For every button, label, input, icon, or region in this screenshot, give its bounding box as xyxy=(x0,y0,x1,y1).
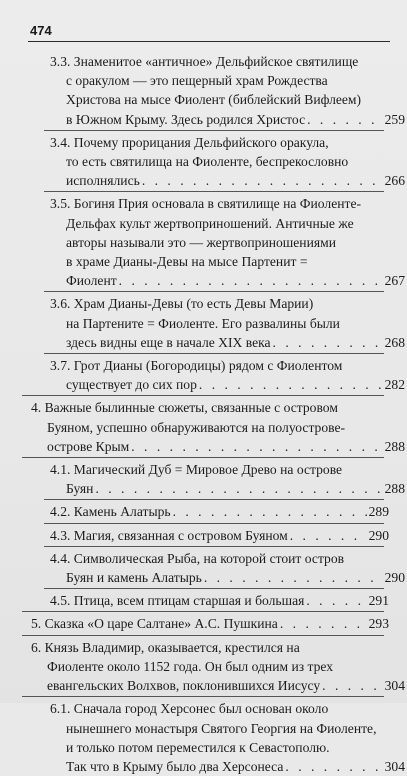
toc-entry-title-continued: в Южном Крыму. Здесь родился Христос xyxy=(66,111,306,127)
entry-divider xyxy=(44,130,384,131)
toc-entry-title-continued: в храме Дианы-Девы на мысе Партенит = xyxy=(66,254,308,270)
toc-entry-title: 4. Важные былинные сюжеты, связанные с островом xyxy=(31,400,338,416)
dot-leader xyxy=(173,502,367,521)
toc-entry-title-continued: Дельфах культ жертвоприношений. Античные же xyxy=(66,215,354,231)
toc-entry-title-continued: Христова на мысе Фиолент (библейский Вифлеем) xyxy=(66,92,362,108)
dot-leader xyxy=(307,110,383,129)
toc-entry[interactable] xyxy=(0,356,407,394)
entry-divider xyxy=(22,395,384,396)
entry-divider xyxy=(22,611,384,612)
toc-entry[interactable] xyxy=(0,133,407,191)
dot-leader xyxy=(131,437,382,456)
dot-leader xyxy=(119,271,383,290)
toc-entry-title-continued: здесь видны еще в начале XIX века xyxy=(66,334,271,350)
toc-entry-title-continued: Так что в Крыму было два Херсонеса xyxy=(66,758,284,774)
toc-entry-title-continued: существует до сих пор xyxy=(66,377,197,393)
toc-entry[interactable] xyxy=(0,699,407,776)
toc-page-number: 291 xyxy=(368,593,389,609)
entry-divider xyxy=(44,353,384,354)
toc-entry[interactable] xyxy=(0,614,407,633)
dot-leader xyxy=(199,375,383,394)
toc-entry-title: 4.1. Магический Дуб = Мировое Древо на острове xyxy=(50,462,343,478)
toc-entry-title-continued: Фиоленте около 1152 года. Он был одним из трех xyxy=(47,658,334,674)
entry-divider xyxy=(44,523,384,524)
toc-entry[interactable] xyxy=(0,398,407,456)
toc-entry-title: 3.5. Богиня Прия основала в святилище на Фиоленте- xyxy=(50,196,362,212)
toc-entry[interactable] xyxy=(0,591,407,610)
toc-entry-title: 5. Сказка «О царе Салтане» А.С. Пушкина xyxy=(31,616,278,632)
toc-page-number: 293 xyxy=(368,616,389,632)
toc-entry[interactable] xyxy=(0,549,407,587)
entry-divider xyxy=(44,191,384,192)
toc-entry-title-continued: острове Крым xyxy=(47,438,130,454)
toc-entry-title: 3.3. Знаменитое «античное» Дельфийское святилище xyxy=(50,54,359,69)
toc-page-number: 289 xyxy=(368,504,389,520)
toc-page-number: 268 xyxy=(384,334,405,350)
toc-entry-title: 4.2. Камень Алатырь xyxy=(50,504,171,520)
toc-entry-title-continued: с оракулом — это пещерный храм Рождества xyxy=(66,73,328,89)
toc-entry-title-continued: авторы называли это — жертвоприношениями xyxy=(66,234,336,250)
dot-leader xyxy=(285,757,382,776)
toc-page-number: 259 xyxy=(384,111,405,127)
toc-entry-title-continued: Буян xyxy=(66,481,94,497)
page-number: 474 xyxy=(30,23,52,38)
toc-entry[interactable] xyxy=(0,502,407,521)
toc-entry[interactable] xyxy=(0,194,407,290)
toc-entry-title: 6. Князь Владимир, оказывается, крестился на xyxy=(31,639,300,655)
dot-leader xyxy=(280,614,367,633)
toc-entry-title-continued: Фиолент xyxy=(66,273,117,289)
toc-entry-title-continued: исполнялись xyxy=(66,173,140,189)
table-of-contents xyxy=(0,52,407,776)
toc-page-number: 288 xyxy=(384,438,405,454)
entry-divider xyxy=(44,499,384,500)
toc-entry-title-continued: нынешнего монастыря Святого Георгия на Фиоленте, xyxy=(66,720,377,736)
toc-entry[interactable] xyxy=(0,294,407,352)
toc-entry-title: 4.5. Птица, всем птицам старшая и большая xyxy=(50,593,305,609)
toc-entry-title: 3.6. Храм Дианы-Девы (то есть Девы Марии) xyxy=(50,296,314,312)
entry-divider xyxy=(44,291,384,292)
toc-entry-title: 3.7. Грот Дианы (Богородицы) рядом с Фиолентом xyxy=(50,358,343,374)
dot-leader xyxy=(142,171,383,190)
dot-leader xyxy=(95,479,382,498)
toc-entry[interactable] xyxy=(0,638,407,696)
toc-entry-title-continued: и только потом переместился к Севастополю. xyxy=(66,739,330,755)
dot-leader xyxy=(290,526,367,545)
dot-leader xyxy=(322,676,382,695)
dot-leader xyxy=(204,568,383,587)
toc-page-number: 304 xyxy=(384,678,405,694)
toc-entry[interactable] xyxy=(0,52,407,129)
toc-page-number: 266 xyxy=(384,173,405,189)
entry-divider xyxy=(22,457,384,458)
toc-page-number: 290 xyxy=(384,570,405,586)
toc-entry-title-continued: на Партените = Фиоленте. Его развалины были xyxy=(66,315,340,331)
toc-entry-title-continued: Буян и камень Алатырь xyxy=(66,570,202,586)
entry-divider xyxy=(22,696,384,697)
toc-entry-title: 4.4. Символическая Рыба, на которой стоит остров xyxy=(50,550,345,566)
toc-entry-title-continued: то есть святилища на Фиоленте, беспрекословно xyxy=(66,154,349,170)
toc-entry[interactable] xyxy=(0,526,407,545)
header-rule xyxy=(28,41,390,42)
toc-page-number: 288 xyxy=(384,481,405,497)
toc-entry-title: 4.3. Магия, связанная с островом Буяном xyxy=(50,527,288,543)
dot-leader xyxy=(273,333,383,352)
toc-page-number: 267 xyxy=(384,273,405,289)
dot-leader xyxy=(306,591,366,610)
toc-page-number: 282 xyxy=(384,377,405,393)
entry-divider xyxy=(44,588,384,589)
toc-page-number: 304 xyxy=(384,758,405,774)
toc-entry-title-continued: Буяном, успешно обнаруживаются на полуострове- xyxy=(47,419,346,435)
toc-page-number: 290 xyxy=(368,527,389,543)
toc-entry-title: 3.4. Почему прорицания Дельфийского оракула, xyxy=(50,134,329,150)
toc-entry[interactable] xyxy=(0,460,407,498)
toc-entry-title: 6.1. Сначала город Херсонес был основан около xyxy=(50,701,329,717)
toc-entry-title-continued: евангельских Волхвов, поклонившихся Иисусу xyxy=(47,678,321,694)
entry-divider xyxy=(22,635,384,636)
entry-divider xyxy=(44,546,384,547)
